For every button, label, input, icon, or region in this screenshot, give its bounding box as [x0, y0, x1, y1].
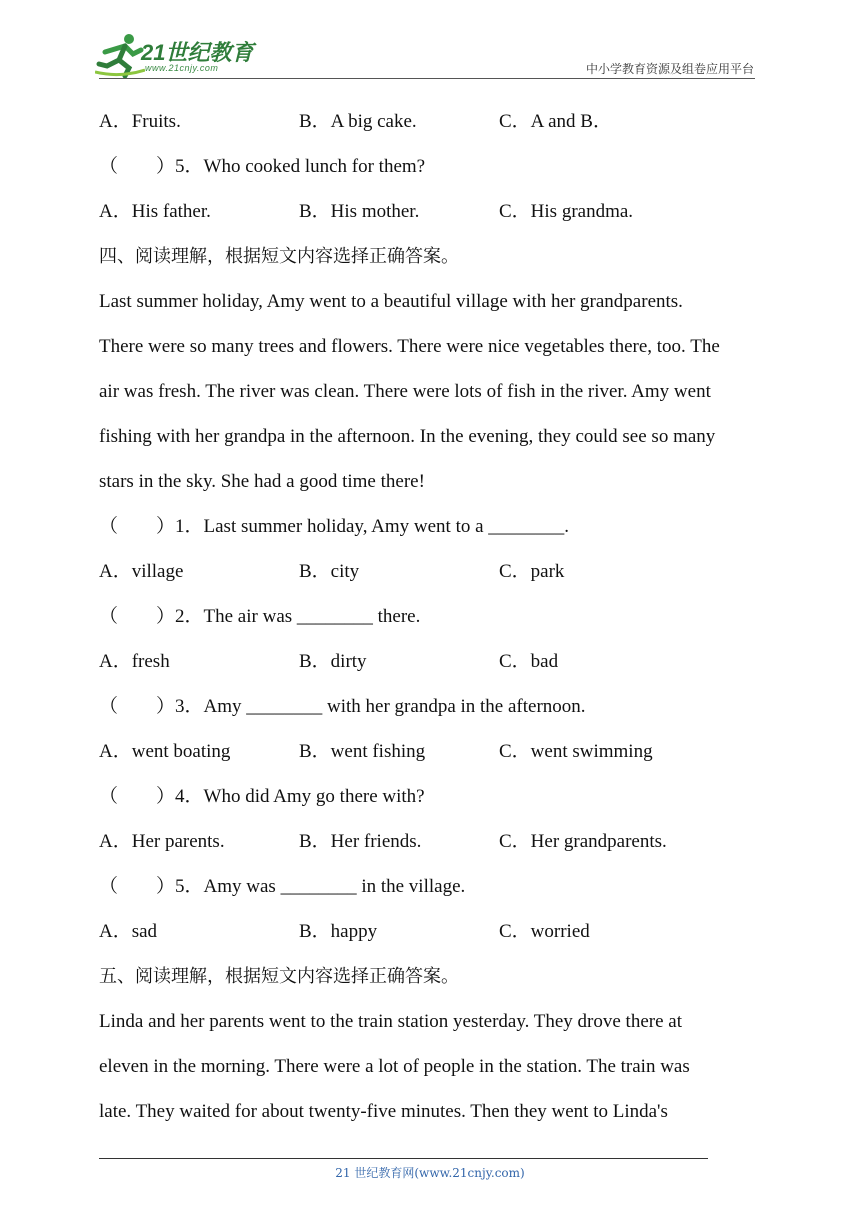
- question-line: [99, 515, 569, 539]
- option-c: C．bad: [499, 651, 559, 672]
- answer-paren: （ ）: [99, 696, 176, 717]
- option-b: B．His mother.: [299, 201, 420, 222]
- page-header: [95, 30, 760, 80]
- section-heading: 五、阅读理解，根据短文内容选择正确答案。: [99, 966, 459, 987]
- question-line: [99, 155, 425, 179]
- question-text: 5．Amy was ________ in the village.: [175, 876, 466, 897]
- answer-paren: （ ）: [99, 786, 176, 807]
- option-b: B．went fishing: [299, 741, 426, 762]
- question-line: [99, 695, 586, 719]
- logo-text: 21世纪教育: [141, 40, 254, 65]
- option-b: B．city: [299, 561, 360, 582]
- section-heading: 四、阅读理解，根据短文内容选择正确答案。: [99, 246, 459, 267]
- option-a: A．Fruits.: [99, 111, 181, 132]
- option-c: C．Her grandparents.: [499, 831, 667, 852]
- option-c: C．worried: [499, 921, 590, 942]
- footer-text: 21 世纪教育网(www.21cnjy.com): [335, 1166, 525, 1180]
- passage-line: stars in the sky. She had a good time there!: [99, 471, 425, 492]
- answer-paren: （ ）: [99, 516, 176, 537]
- option-a: A．fresh: [99, 651, 170, 672]
- question-text: 1．Last summer holiday, Amy went to a ________.: [175, 516, 570, 537]
- footer-divider: [99, 1158, 708, 1159]
- question-text: 2．The air was ________ there.: [175, 606, 421, 627]
- question-text: 3．Amy ________ with her grandpa in the afternoon.: [175, 696, 586, 717]
- option-c: C．His grandma.: [499, 201, 634, 222]
- passage-line: late. They waited for about twenty-five minutes. Then they went to Linda's: [99, 1101, 668, 1122]
- passage-line: air was fresh. The river was clean. There were lots of fish in the river. Amy went: [99, 381, 711, 402]
- option-a: A．His father.: [99, 201, 211, 222]
- answer-paren: （ ）: [99, 606, 176, 627]
- question-line: [99, 875, 465, 899]
- option-b: B．Her friends.: [299, 831, 422, 852]
- option-a: A．village: [99, 561, 184, 582]
- question-line: [99, 785, 425, 809]
- option-a: A．Her parents.: [99, 831, 225, 852]
- option-c: C．A and B．: [499, 111, 612, 132]
- passage-line: eleven in the morning. There were a lot of people in the station. The train was: [99, 1056, 690, 1077]
- question-line: [99, 605, 420, 629]
- option-c: C．went swimming: [499, 741, 653, 762]
- question-text: 5．Who cooked lunch for them?: [175, 156, 426, 177]
- passage-line: There were so many trees and flowers. There were nice vegetables there, too. The: [99, 336, 720, 357]
- passage-line: Last summer holiday, Amy went to a beautiful village with her grandparents.: [99, 291, 683, 312]
- answer-paren: （ ）: [99, 156, 176, 177]
- running-man-icon: [95, 32, 145, 78]
- passage-line: fishing with her grandpa in the afternoon. In the evening, they could see so many: [99, 426, 716, 447]
- option-a: A．went boating: [99, 741, 231, 762]
- passage-line: Linda and her parents went to the train station yesterday. They drove there at: [99, 1011, 682, 1032]
- option-b: B．happy: [299, 921, 378, 942]
- logo-subtext: www.21cnjy.com: [145, 63, 219, 73]
- header-divider: [99, 78, 755, 79]
- answer-paren: （ ）: [99, 876, 176, 897]
- option-b: B．dirty: [299, 651, 367, 672]
- option-c: C．park: [499, 561, 565, 582]
- question-text: 4．Who did Amy go there with?: [175, 786, 425, 807]
- header-platform-text: 中小学教育资源及组卷应用平台: [585, 62, 754, 76]
- site-logo: [95, 32, 265, 77]
- option-a: A．sad: [99, 921, 158, 942]
- option-b: B．A big cake.: [299, 111, 417, 132]
